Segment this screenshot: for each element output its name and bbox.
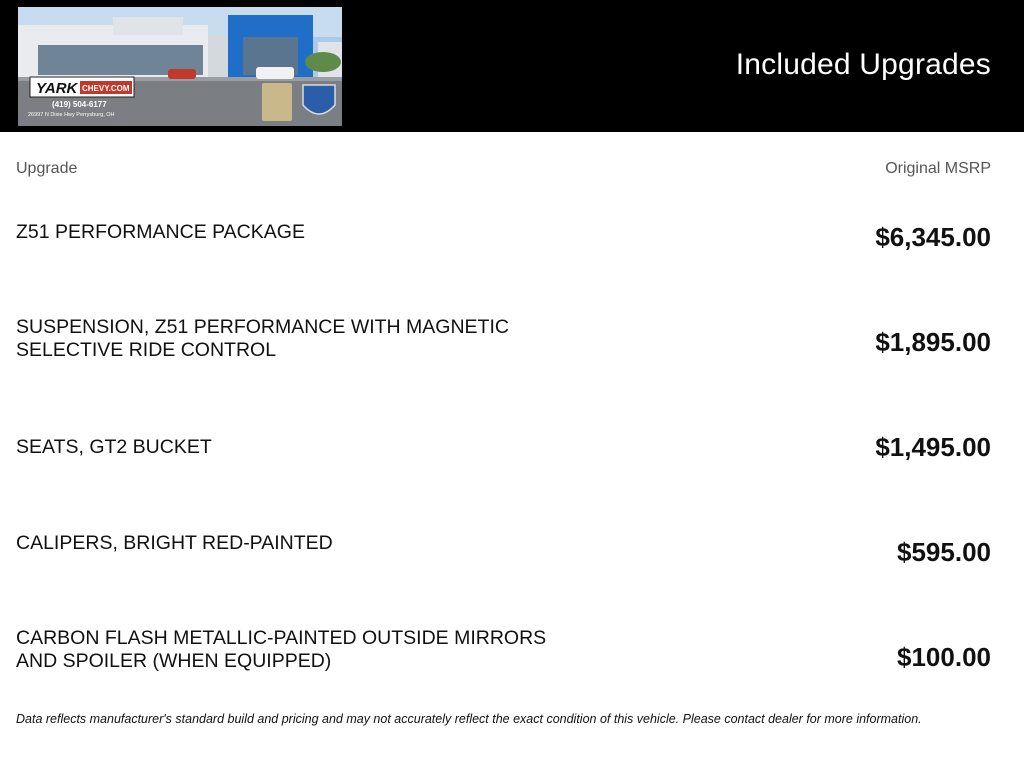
dealer-sign-sub: CHEVY.COM (82, 84, 130, 93)
upgrade-row (0, 200, 1024, 305)
upgrade-row (0, 515, 1024, 620)
page-header (0, 0, 1024, 132)
upgrade-price: $1,495.00 (875, 432, 991, 462)
column-header-msrp: Original MSRP (885, 160, 991, 177)
award-badge-icon (262, 83, 292, 121)
upgrade-row (0, 410, 1024, 515)
upgrade-name: Z51 PERFORMANCE PACKAGE (16, 221, 305, 243)
upgrade-price: $6,345.00 (875, 222, 991, 252)
shield-badge-icon (303, 85, 335, 114)
upgrade-price: $1,895.00 (875, 327, 991, 357)
dealer-sign-text: YARK (36, 80, 78, 97)
dealership-photo (18, 7, 342, 126)
upgrade-price: $595.00 (897, 537, 991, 567)
upgrade-price: $100.00 (897, 642, 991, 672)
dealership-illustration (18, 7, 342, 126)
column-header-upgrade: Upgrade (16, 160, 78, 177)
upgrade-name: SUSPENSION, Z51 PERFORMANCE WITH MAGNETIC SELECTIVE RIDE CONTROL (16, 316, 509, 361)
upgrade-row (0, 305, 1024, 410)
dealer-address: 26997 N Dixie Hwy Perrysburg, OH (28, 112, 115, 118)
upgrade-name: SEATS, GT2 BUCKET (16, 436, 212, 458)
page-title: Included Upgrades (735, 48, 991, 81)
disclaimer-text: Data reflects manufacturer's standard build and pricing and may not accurately reflect the exact condition of this vehicle. Please contact dealer for more information. (16, 712, 922, 726)
dealer-phone: (419) 504-6177 (52, 100, 107, 109)
upgrade-name: CARBON FLASH METALLIC-PAINTED OUTSIDE MIRRORS AND SPOILER (WHEN EQUIPPED) (16, 627, 547, 672)
upgrade-row (0, 620, 1024, 725)
upgrade-name: CALIPERS, BRIGHT RED-PAINTED (16, 532, 333, 554)
